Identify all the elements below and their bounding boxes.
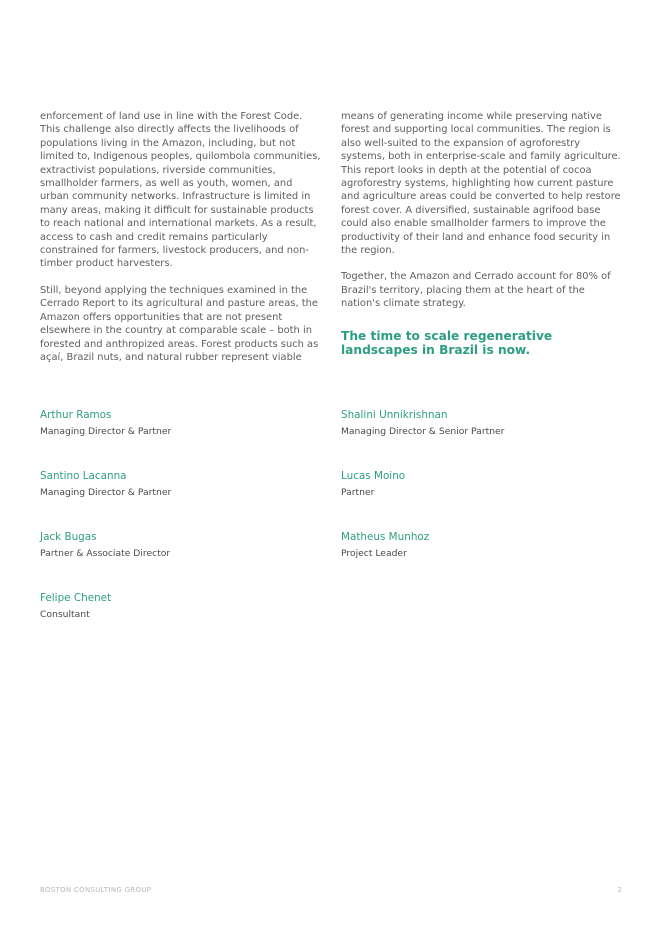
author-block xyxy=(341,469,601,499)
body-column-right xyxy=(341,110,623,358)
author-block xyxy=(341,530,601,560)
author-name: Matheus Munhoz xyxy=(341,531,430,543)
author-role: Partner xyxy=(341,487,375,498)
author-name: Jack Bugas xyxy=(40,531,97,543)
author-role: Managing Director & Partner xyxy=(40,487,172,498)
page-number: 2 xyxy=(617,886,622,894)
body-paragraph: enforcement of land use in line with the Forest Code. This challenge also directly affects the livelihoods of populations living in the Amazon, including, but not limited to, Indigenous peoples, quilombola communities, extractivist populations, riverside communities, smallholder farmers, as well as youth, women, and urban community networks. Infrastructure is limited in many areas, making it difficult for sustainable products to reach national and international markets. As a result, access to cash and credit remains particularly constrained for farmers, livestock producers, and non-timber product harvesters. xyxy=(40,111,321,270)
body-paragraph: means of generating income while preserving native forest and supporting local communities. The region is also well-suited to the expansion of agroforestry systems, both in enterprise-scale and family agriculture. This report looks in depth at the potential of cocoa agroforestry systems, highlighting how current pasture and agriculture areas could be converted to help restore forest cover. A diversified, sustainable agrifood base could also enable smallholder farmers to improve the productivity of their land and enhance food security in the region. xyxy=(341,111,621,257)
callout-heading: The time to scale regenerative landscapes in Brazil is now. xyxy=(341,328,553,358)
author-name: Felipe Chenet xyxy=(40,592,112,604)
footer-publisher: BOSTON CONSULTING GROUP xyxy=(40,886,152,894)
body-paragraph: Together, the Amazon and Cerrado account for 80% of Brazil's territory, placing them at the heart of the nation's climate strategy. xyxy=(341,271,611,310)
author-role: Partner & Associate Director xyxy=(40,548,171,559)
author-role: Managing Director & Partner xyxy=(40,426,172,437)
author-block xyxy=(40,530,300,560)
author-role: Consultant xyxy=(40,609,90,620)
author-role: Project Leader xyxy=(341,548,407,559)
author-role: Managing Director & Senior Partner xyxy=(341,426,505,437)
author-block xyxy=(40,591,300,621)
author-block xyxy=(341,408,601,438)
author-block xyxy=(40,408,300,438)
author-name: Lucas Moino xyxy=(341,470,406,482)
author-name: Santino Lacanna xyxy=(40,470,127,482)
body-paragraph: Still, beyond applying the techniques examined in the Cerrado Report to its agricultural and pasture areas, the Amazon offers opportunities that are not present elsewhere in the country at comparable scale – both in forested and anthropized areas. Forest products such as açaí, Brazil nuts, and natural rubber represent viable xyxy=(40,284,319,363)
author-block xyxy=(40,469,300,499)
body-column-left xyxy=(40,110,322,377)
author-name: Arthur Ramos xyxy=(40,409,112,421)
author-name: Shalini Unnikrishnan xyxy=(341,409,448,421)
